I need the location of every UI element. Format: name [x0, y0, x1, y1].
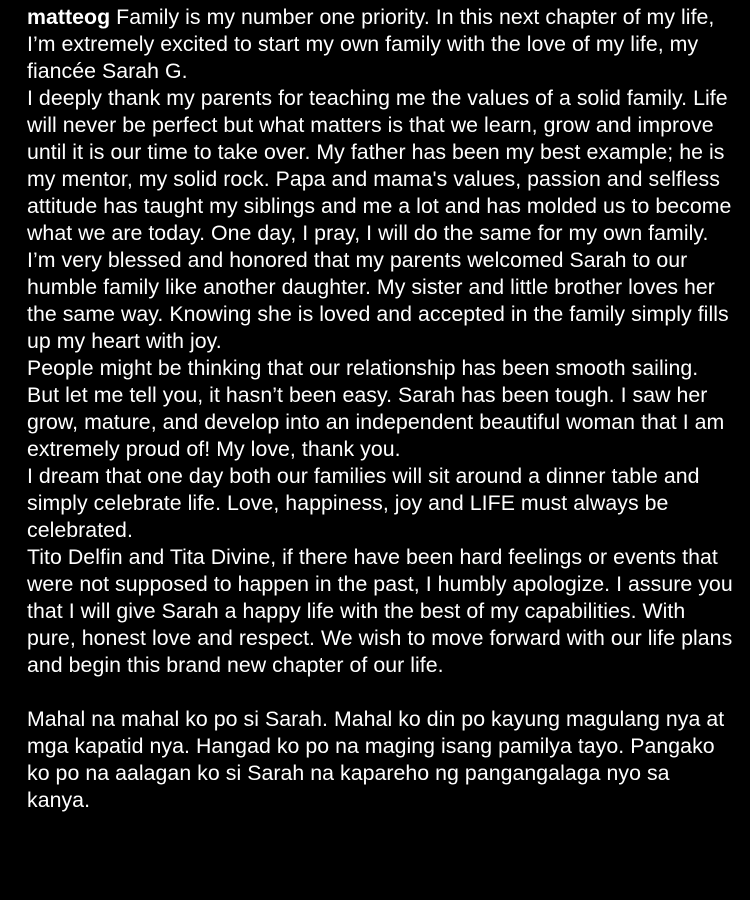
- caption-paragraph-2: I deeply thank my parents for teaching me the values of a solid family. Life will never be perfect but what matters is that we learn, grow and improve until it is our time to take over. My father has been my best example; he is my mentor, my solid rock. Papa and mama's values, passion and selfless attitude has taught my siblings and me a lot and has molded us to become what we are today. One day, I pray, I will do the same for my own family. I’m very blessed and honored that my parents welcomed Sarah to our humble family like another daughter. My sister and little brother loves her the same way. Knowing she is loved and accepted in the family simply fills up my heart with joy.: [27, 86, 732, 353]
- username-link[interactable]: matteog: [27, 5, 111, 29]
- caption-paragraph-3: People might be thinking that our relationship has been smooth sailing. But let me tell you, it hasn’t been easy. Sarah has been tough. I saw her grow, mature, and develop into an independent beautiful woman that I am extremely proud of! My love, thank you.: [27, 356, 725, 461]
- paragraph-spacer: [27, 679, 733, 706]
- caption-paragraph-text: Family is my number one priority. In this next chapter of my life, I’m extremely excited to start my own family with the love of my life, my fiancée Sarah G.: [27, 5, 715, 83]
- caption-paragraph-6: Mahal na mahal ko po si Sarah. Mahal ko din po kayung magulang nya at mga kapatid nya. Hangad ko po na maging isang pamilya tayo. Pangako ko po na aalagan ko si Sarah na kapareho ng pangangalaga nyo sa kanya.: [27, 707, 725, 812]
- caption-text: [27, 4, 733, 814]
- caption-paragraph-4: I dream that one day both our families will sit around a dinner table and simply celebrate life. Love, happiness, joy and LIFE must always be celebrated.: [27, 464, 700, 542]
- caption-paragraph-5: Tito Delfin and Tita Divine, if there have been hard feelings or events that were not supposed to happen in the past, I humbly apologize. I assure you that I will give Sarah a happy life with the best of my capabilities. With pure, honest love and respect. We wish to move forward with our life plans and begin this brand new chapter of our life.: [27, 545, 733, 677]
- caption-paragraph-1: [27, 4, 733, 85]
